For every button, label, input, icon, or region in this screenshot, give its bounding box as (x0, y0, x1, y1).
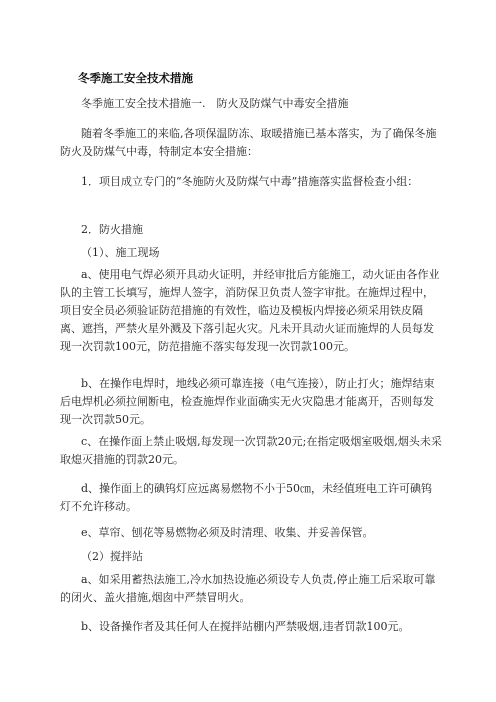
paragraph-rule-d: d、操作面上的碘钨灯应远离易燃物不小于50㎝，未经值班电工许可碘钨灯不允许移动。 (60, 482, 433, 513)
paragraph-intro: 随着冬季施工的来临,各项保温防冻、取暖措施已基本落实，为了确保冬施防火及防煤气中毒，特制定本安全措施： (60, 127, 437, 158)
paragraph-mixing-b: b、设备操作者及其任何人在搅拌站棚内严禁吸烟,违者罚款100元。 (81, 620, 410, 633)
paragraph-item-2: 2．防火措施 (81, 223, 143, 236)
paragraph-rule-a: a、使用电气焊必须开具动火证明，并经审批后方能施工，动火证由各作业队的主管工长填写，施焊人签字，消防保卫负责人签字审批。在施焊过程中，项目安全员必须验证防范措施的有效性，临边及模板内焊接必须采用铁皮隔离、遮挡，严禁火星外溅及下落引起火灾。凡未开具动火证而施焊的人员每发现一次罚款100元，防范措施不落实每发现一次罚款100元。 (60, 268, 440, 353)
paragraph-section-site: （1）、施工现场 (81, 246, 160, 259)
paragraph-item-1: 1．项目成立专门的“冬施防火及防煤气中毒”措施落实监督检查小组： (81, 175, 419, 188)
paragraph-rule-e: e、草帘、刨花等易燃物必须及时清理、收集、并妥善保管。 (81, 526, 374, 539)
document-title: 冬季施工安全技术措施 (78, 71, 193, 85)
paragraph-subtitle: 冬季施工安全技术措施一. 防火及防煤气中毒安全措施 (81, 97, 349, 110)
paragraph-rule-b: b、在操作电焊时，地线必须可靠连接（电气连接），防止打火；施焊结束后电焊机必须拉闸断电，检查施焊作业面确实无火灾隐患才能离开，否则每发现一次罚款50元。 (60, 377, 435, 426)
paragraph-mixing-a: a、如采用蓄热法施工,冷水加热设施必须设专人负责,停止施工后采取可靠的闭火、盖火措施,烟囱中严禁冒明火。 (60, 573, 436, 604)
paragraph-section-mixing: （2）搅拌站 (81, 550, 143, 563)
paragraph-rule-c: c、在操作面上禁止吸烟,每发现一次罚款20元;在指定吸烟室吸烟,烟头未采取熄灭措施的罚款20元。 (60, 435, 442, 466)
